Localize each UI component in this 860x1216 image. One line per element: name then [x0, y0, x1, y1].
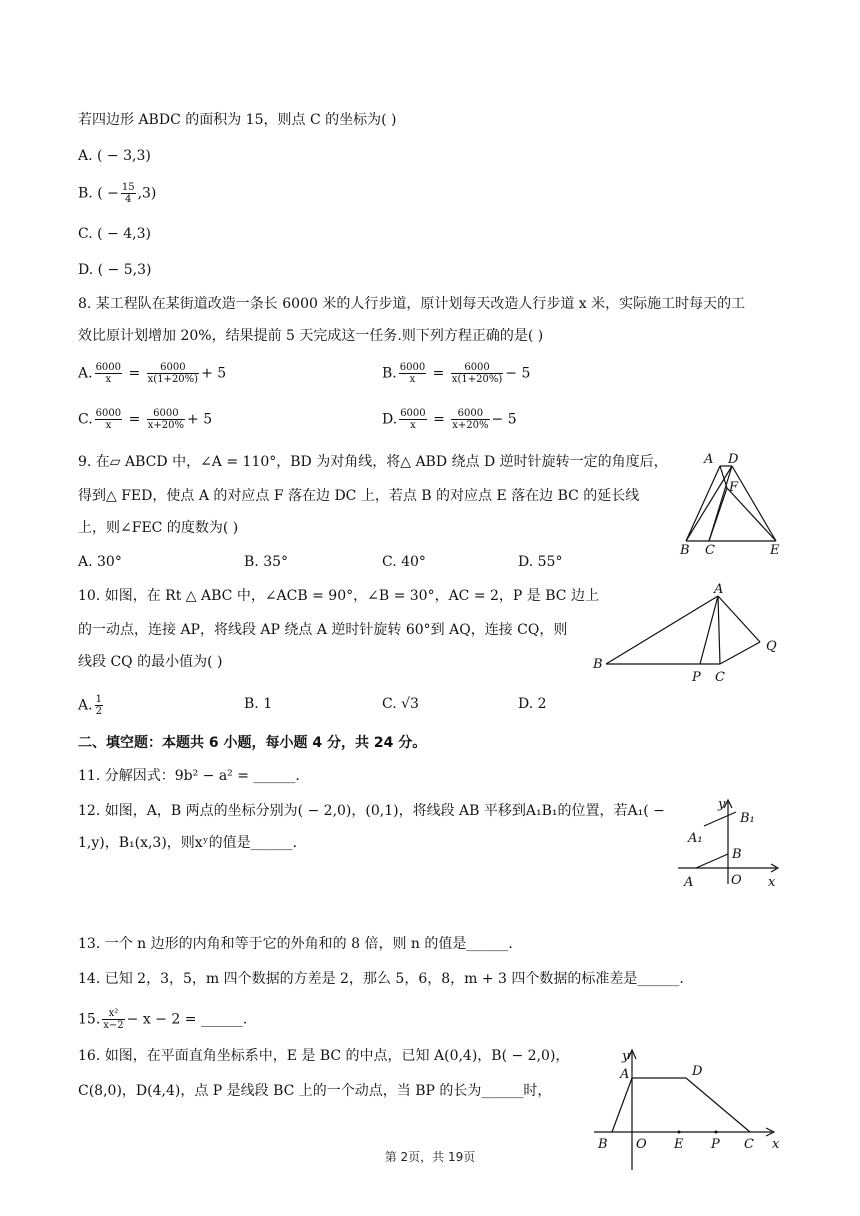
q8-line2: 效比原计划增加 20%，结果提前 5 天完成这一任务.则下列方程正确的是( ) [78, 328, 544, 344]
q9-label-f: F [729, 480, 739, 495]
q16-label-x: x [772, 1137, 780, 1152]
q12-line1: 12. 如图，A，B 两点的坐标分别为( − 2,0)，(0,1)，将线段 AB 平移到A₁B₁的位置，若A₁( − [78, 803, 665, 819]
q16-line1: 16. 如图，在平面直角坐标系中，E 是 BC 的中点，已知 A(0,4)，B( − 2,0)， [78, 1048, 570, 1064]
q9-label-c: C [705, 543, 715, 556]
q8-option-a: A. $\frac{6000}{x}$ = $\frac{6000}{x(1+20\%)}$ + 5 [78, 362, 227, 385]
page-footer: 第 2页，共 19页 [384, 1150, 476, 1164]
q10-label-c: C [715, 670, 725, 685]
q8-option-c: C. $\frac{6000}{x}$ = $\frac{6000}{x+20\%}$ + 5 [78, 408, 213, 431]
q11: 11. 分解因式：9b² − a² = ______. [78, 768, 300, 784]
q10-line2: 的一动点，连接 AP，将线段 AP 绕点 A 逆时针旋转 60°到 AQ，连接 CQ，则 [78, 622, 568, 638]
q10-figure [588, 582, 788, 686]
q10-label-q: Q [766, 639, 777, 654]
q10-label-b: B [593, 657, 603, 672]
q9-label-b: B [680, 543, 690, 556]
q16-label-e: E [674, 1137, 684, 1152]
q12-label-b1: B₁ [740, 811, 755, 826]
q10-option-c: C. √3 [382, 696, 419, 712]
q10-option-a: A. $\frac{1}{2}$ [78, 694, 102, 717]
q8-option-d: D. $\frac{6000}{x}$ = $\frac{6000}{x+20\%}$ − 5 [382, 408, 517, 431]
q16-label-a: A [620, 1067, 630, 1082]
q8-option-b: B. $\frac{6000}{x}$ = $\frac{6000}{x(1+20\%)}$ − 5 [382, 362, 531, 385]
q9-option-a: A. 30° [78, 554, 122, 570]
q12-label-b: B [732, 847, 742, 862]
q16-label-c: C [744, 1137, 754, 1152]
q9-line1: 9. 在▱ ABCD 中，∠A = 110°，BD 为对角线，将△ ABD 绕点 D 逆时针旋转一定的角度后， [78, 454, 668, 470]
q9-option-b: B. 35° [244, 554, 289, 570]
q12-label-y: y [718, 797, 726, 812]
q7-option-a: A. ( − 3,3) [78, 148, 151, 164]
q10-label-p: P [692, 670, 701, 685]
q10-option-b: B. 1 [244, 696, 273, 712]
q9-line2: 得到△ FED，使点 A 的对应点 F 落在边 DC 上，若点 B 的对应点 E 落在边 BC 的延长线 [78, 488, 640, 504]
q16-label-p: P [711, 1137, 720, 1152]
q14: 14. 已知 2，3，5，m 四个数据的方差是 2，那么 5，6，8，m + 3 四个数据的标准差是______. [78, 971, 684, 987]
q16-label-b: B [598, 1137, 608, 1152]
q9-line3: 上，则∠FEC 的度数为( ) [78, 520, 239, 536]
q12-figure [672, 796, 784, 890]
q9-label-a: A [704, 452, 714, 467]
q10-option-d: D. 2 [518, 696, 547, 712]
q12-label-a1: A₁ [688, 831, 703, 846]
q7-stem: 若四边形 ABDC 的面积为 15，则点 C 的坐标为( ) [78, 112, 397, 128]
q9-option-c: C. 40° [382, 554, 426, 570]
q13: 13. 一个 n 边形的内角和等于它的外角和的 8 倍，则 n 的值是______. [78, 936, 513, 952]
q16-label-y: y [622, 1049, 630, 1064]
q16-label-o: O [636, 1137, 647, 1152]
q8-line1: 8. 某工程队在某街道改造一条长 6000 米的人行步道，原计划每天改造人行步道 x 米，实际施工时每天的工 [78, 296, 746, 312]
q7-option-d: D. ( − 5,3) [78, 262, 152, 278]
q9-label-d: D [728, 452, 739, 467]
q12-line2: 1,y)，B₁(x,3)，则xʸ的值是______. [78, 835, 298, 851]
q15: 15. $\frac{\text{x²}}{x-2}$ − x − 2 = ______. [78, 1008, 248, 1031]
q16-line2: C(8,0)，D(4,4)，点 P 是线段 BC 上的一个动点，当 BP 的长为______时， [78, 1083, 552, 1099]
q16-label-d: D [692, 1064, 703, 1079]
q9-figure [672, 448, 792, 556]
section-2-heading: 二、填空题：本题共 6 小题，每小题 4 分，共 24 分。 [78, 735, 427, 751]
q7-option-c: C. ( − 4,3) [78, 226, 151, 242]
q9-option-d: D. 55° [518, 554, 563, 570]
q12-label-o: O [731, 873, 742, 888]
q7-option-b: B. ( − $\frac{15}{4}$ ,3) [78, 182, 157, 205]
q10-line1: 10. 如图，在 Rt △ ABC 中，∠ACB = 90°，∠B = 30°，AC = 2，P 是 BC 边上 [78, 588, 599, 604]
q9-label-e: E [770, 543, 780, 556]
q10-line3: 线段 CQ 的最小值为( ) [78, 654, 223, 670]
q10-label-a: A [714, 582, 724, 597]
q12-label-a: A [684, 875, 694, 890]
q12-label-x: x [768, 875, 776, 890]
